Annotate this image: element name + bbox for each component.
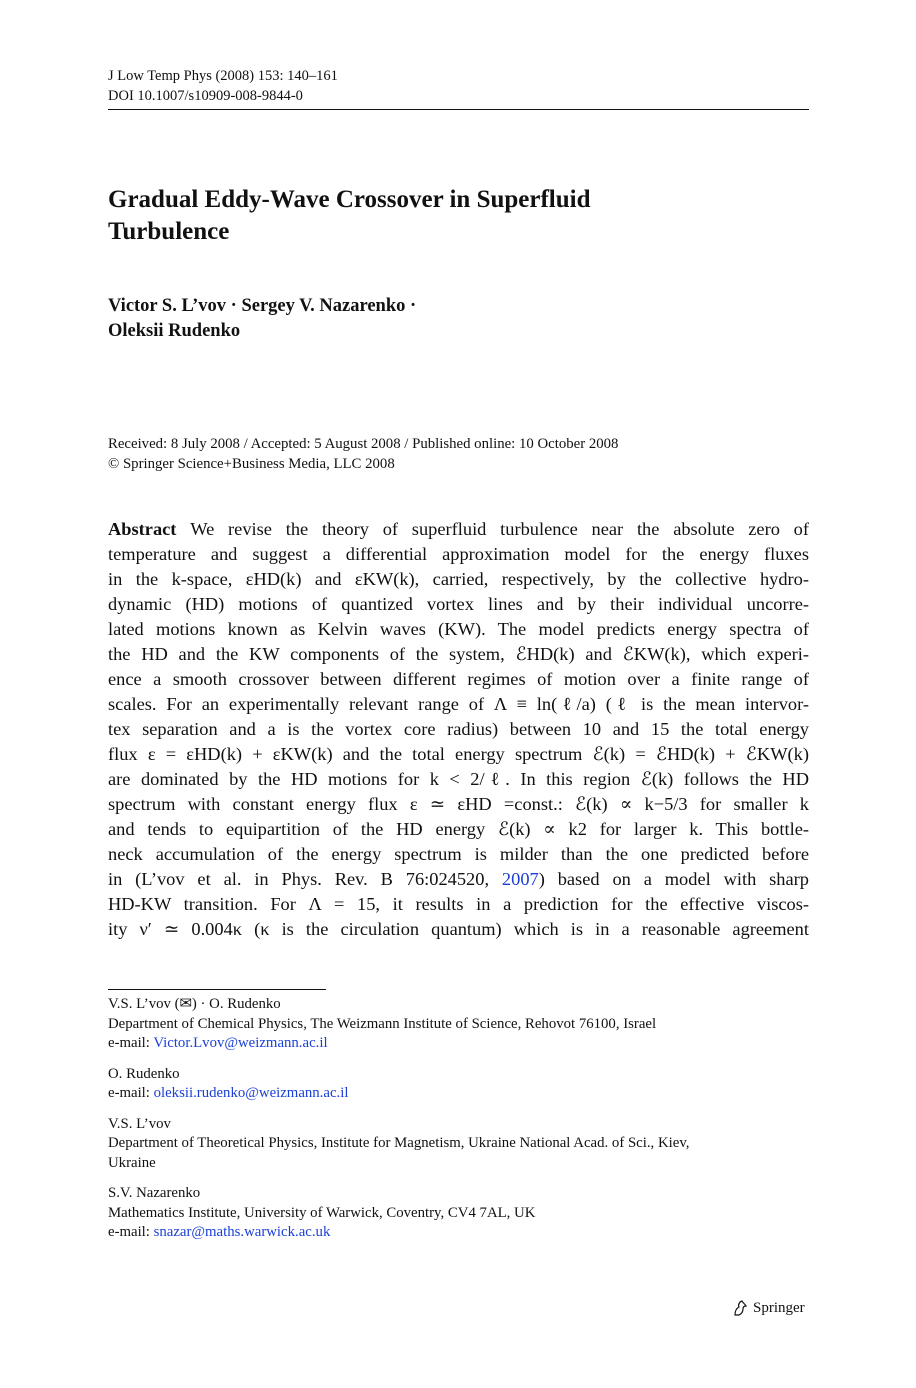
email-link-lvov[interactable]: Victor.Lvov@weizmann.ac.il — [153, 1035, 328, 1051]
affiliation-text: Department of Chemical Physics, The Weizmann Institute of Science, Rehovot 76100, Israel — [108, 1015, 657, 1032]
email-link-nazarenko[interactable]: snazar@maths.warwick.ac.uk — [153, 1224, 331, 1240]
email-label: e-mail: — [108, 1035, 154, 1051]
abstract — [108, 517, 809, 942]
abstract-line: in (L’vov et al. in Phys. Rev. B 76:024520, 2007) based on a model with sharp — [108, 869, 809, 889]
affiliation-text-cont: Ukraine — [108, 1154, 156, 1171]
author-list — [108, 294, 668, 344]
abstract-line: neck accumulation of the energy spectrum is milder than the one predicted before — [108, 844, 809, 864]
abstract-line: HD-KW transition. For Λ = 15, it results in a prediction for the effective viscos- — [108, 894, 809, 914]
journal-header — [108, 66, 809, 106]
header-rule — [108, 109, 809, 110]
author-name: V.S. L’vov — [108, 1115, 171, 1132]
abstract-line: Abstract We revise the theory of superfluid turbulence near the absolute zero of — [108, 519, 809, 539]
abstract-line: tex separation and a is the vortex core radius) between 10 and 15 the total energy — [108, 719, 809, 739]
abstract-line: and tends to equipartition of the HD energy ℰ(k) ∝ k2 for larger k. This bottle- — [108, 819, 809, 839]
received-dates: Received: 8 July 2008 / Accepted: 5 August 2008 / Published online: 10 October 2008 — [108, 436, 619, 452]
authors-line-1: Victor S. L’vov · Sergey V. Nazarenko · — [108, 296, 417, 316]
abstract-line: temperature and suggest a differential approximation model for the energy fluxes — [108, 544, 809, 564]
abstract-line: flux ε = εHD(k) + εKW(k) and the total energy spectrum ℰ(k) = ℰHD(k) + ℰKW(k) — [108, 744, 809, 764]
abstract-line: are dominated by the HD motions for k < 2/ℓ. In this region ℰ(k) follows the HD — [108, 769, 809, 789]
email-label: e-mail: — [108, 1224, 154, 1240]
email-link-rudenko[interactable]: oleksii.rudenko@weizmann.ac.il — [153, 1085, 349, 1101]
footnotes — [108, 995, 809, 1254]
abstract-line: ity ν′ ≃ 0.004κ (κ is the circulation quantum) which is in a reasonable agreement — [108, 919, 809, 939]
affiliation-text: Department of Theoretical Physics, Institute for Magnetism, Ukraine National Acad. of Sci., Kiev, — [108, 1135, 690, 1151]
abstract-line: dynamic (HD) motions of quantized vortex lines and by their individual uncorre- — [108, 594, 809, 614]
affiliation-text: Mathematics Institute, University of Warwick, Coventry, CV4 7AL, UK — [108, 1204, 536, 1221]
abstract-line: ence a smooth crossover between different regimes of motion over a finite range of — [108, 669, 809, 689]
affiliation-3 — [108, 1115, 809, 1174]
affiliation-1 — [108, 995, 809, 1054]
abstract-line: the HD and the KW components of the system, ℰHD(k) and ℰKW(k), which experi- — [108, 644, 809, 664]
copyright: © Springer Science+Business Media, LLC 2008 — [108, 456, 395, 472]
abstract-line: spectrum with constant energy flux ε ≃ εHD =const.: ℰ(k) ∝ k−5/3 for smaller k — [108, 794, 809, 814]
authors-line-2: Oleksii Rudenko — [108, 321, 241, 341]
publication-dates — [108, 434, 809, 474]
email-label: e-mail: — [108, 1085, 154, 1101]
springer-logo — [731, 1297, 811, 1319]
author-name: O. Rudenko — [108, 1065, 180, 1082]
email-line — [108, 1034, 809, 1054]
abstract-line: lated motions known as Kelvin waves (KW). The model predicts energy spectra of — [108, 619, 809, 639]
title-line-1: Gradual Eddy-Wave Crossover in Superfluid — [108, 186, 591, 213]
doi: DOI 10.1007/s10909-008-9844-0 — [108, 88, 303, 104]
springer-horse-icon — [731, 1299, 749, 1317]
journal-citation: J Low Temp Phys (2008) 153: 140–161 — [108, 68, 338, 84]
corresponding-authors: V.S. L’vov (✉) · O. Rudenko — [108, 996, 281, 1012]
footnote-rule — [108, 989, 326, 990]
abstract-line: in the k-space, εHD(k) and εKW(k), carried, respectively, by the collective hydro- — [108, 569, 809, 589]
abstract-line: scales. For an experimentally relevant range of Λ ≡ ln(ℓ/a) (ℓ is the mean intervor- — [108, 694, 809, 714]
paper-title — [108, 184, 668, 248]
affiliation-2 — [108, 1065, 809, 1104]
springer-text: Springer — [753, 1300, 805, 1316]
title-line-2: Turbulence — [108, 218, 230, 245]
author-name: S.V. Nazarenko — [108, 1185, 201, 1201]
email-line — [108, 1084, 809, 1104]
citation-link[interactable]: 2007 — [501, 869, 539, 889]
abstract-label: Abstract — [108, 519, 191, 539]
email-line — [108, 1223, 809, 1243]
affiliation-4 — [108, 1184, 809, 1243]
